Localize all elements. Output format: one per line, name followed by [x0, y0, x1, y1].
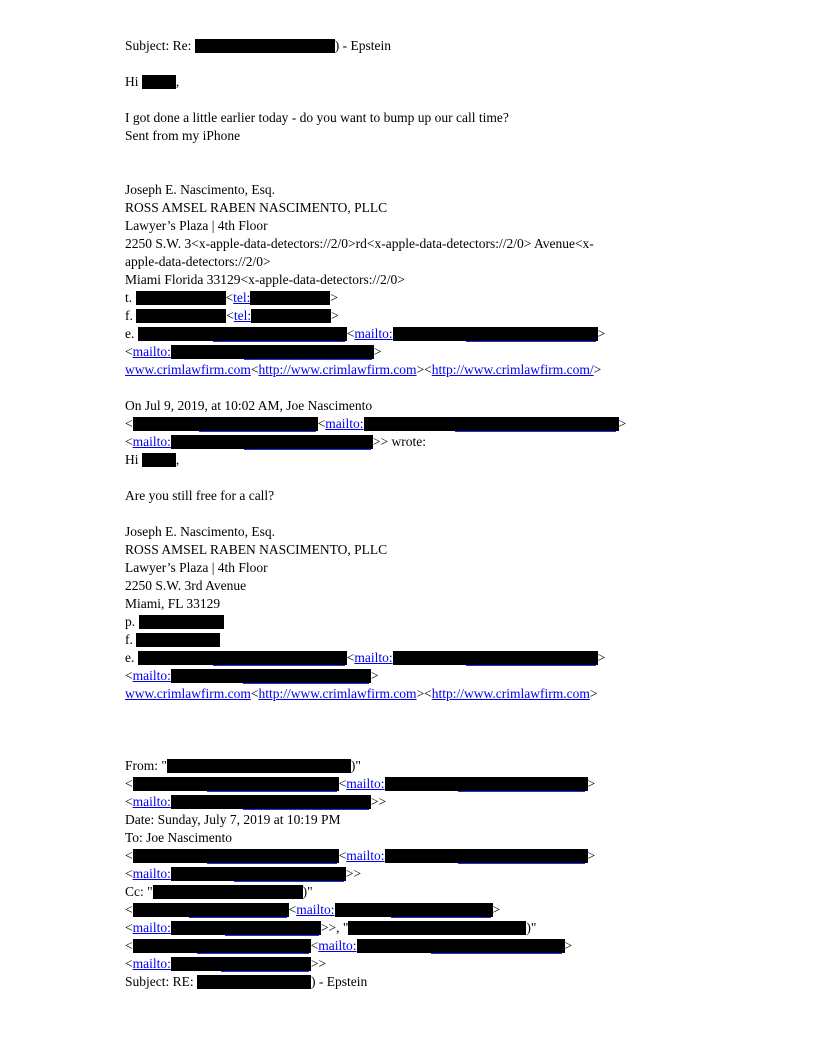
email-line [125, 577, 728, 595]
redaction-box [133, 903, 289, 917]
text-segment: Hi [125, 74, 142, 89]
text-segment: Are you still free for a call? [125, 488, 275, 503]
text-segment: Lawyer’s Plaza | 4th Floor [125, 560, 268, 575]
redaction-box [139, 615, 224, 629]
text-segment: >< [416, 686, 432, 701]
redaction-box [171, 957, 311, 971]
email-line [125, 613, 728, 631]
text-segment: ) - Epstein [311, 974, 368, 989]
email-line [125, 37, 728, 55]
text-segment: p. [125, 614, 139, 629]
email-line [125, 955, 728, 973]
redaction-box [138, 327, 347, 341]
hyperlink[interactable]: tel: [233, 308, 252, 323]
email-line [125, 631, 728, 649]
text-segment: f. [125, 632, 137, 647]
text-segment: < [250, 686, 259, 701]
redaction-box [385, 777, 588, 791]
redaction-box [348, 921, 526, 935]
text-segment: < [125, 956, 133, 971]
text-segment: < [288, 902, 297, 917]
hyperlink[interactable]: mailto: [132, 920, 171, 935]
hyperlink[interactable]: mailto: [346, 848, 385, 863]
email-line [125, 703, 728, 721]
redaction-box [171, 795, 371, 809]
text-segment: >> [310, 956, 327, 971]
email-body [125, 37, 728, 991]
redaction-box [171, 921, 321, 935]
text-segment: < [125, 668, 133, 683]
email-line [125, 91, 728, 109]
redaction-box [393, 651, 598, 665]
hyperlink[interactable]: mailto: [132, 794, 171, 809]
redaction-box [167, 759, 351, 773]
redaction-box [364, 417, 619, 431]
email-line [125, 451, 728, 469]
text-segment: Miami, FL 33129 [125, 596, 221, 611]
redaction-box [385, 849, 588, 863]
email-line [125, 271, 728, 289]
text-segment: Joseph E. Nascimento, Esq. [125, 182, 275, 197]
email-line [125, 289, 728, 307]
text-segment: < [125, 794, 133, 809]
redaction-box [133, 417, 318, 431]
hyperlink[interactable]: www.crimlawfirm.com [125, 362, 251, 377]
text-segment: >>, " [320, 920, 349, 935]
email-line [125, 307, 728, 325]
text-segment: < [125, 848, 133, 863]
text-segment: < [125, 776, 133, 791]
text-segment: )" [350, 758, 361, 773]
text-segment: < [346, 326, 355, 341]
redaction-box [393, 327, 598, 341]
email-line [125, 919, 728, 937]
redaction-box [251, 309, 331, 323]
redaction-box [171, 345, 374, 359]
text-segment: < [317, 416, 326, 431]
email-line [125, 235, 728, 253]
hyperlink[interactable]: mailto: [354, 326, 393, 341]
email-line [125, 667, 728, 685]
email-line [125, 163, 728, 181]
hyperlink[interactable]: mailto: [132, 956, 171, 971]
text-segment: < [125, 434, 133, 449]
redaction-box [250, 291, 330, 305]
hyperlink[interactable]: http://www.crimlawfirm.com [258, 362, 417, 377]
email-line [125, 433, 728, 451]
text-segment: Subject: Re: [125, 38, 195, 53]
text-segment: , [175, 74, 180, 89]
hyperlink[interactable]: mailto: [132, 344, 171, 359]
text-segment: Subject: RE: [125, 974, 197, 989]
text-segment: > [330, 290, 339, 305]
text-segment: < [125, 938, 133, 953]
hyperlink[interactable]: tel: [233, 290, 251, 305]
text-segment: >> wrote: [372, 434, 426, 449]
email-line [125, 811, 728, 829]
email-line [125, 739, 728, 757]
text-segment: < [338, 776, 347, 791]
redaction-box [142, 75, 176, 89]
email-line [125, 73, 728, 91]
email-line [125, 973, 728, 991]
email-line [125, 217, 728, 235]
email-line [125, 541, 728, 559]
email-line [125, 415, 728, 433]
text-segment: t. [125, 290, 136, 305]
text-segment: > [564, 938, 573, 953]
text-segment: Date: Sunday, July 7, 2019 at 10:19 PM [125, 812, 341, 827]
redaction-box [136, 291, 226, 305]
email-line [125, 685, 728, 703]
text-segment: < [346, 650, 355, 665]
redaction-box [133, 849, 339, 863]
email-line [125, 325, 728, 343]
text-segment: < [226, 308, 234, 323]
redaction-box [171, 867, 346, 881]
text-segment: >> [345, 866, 362, 881]
email-line [125, 127, 728, 145]
email-line [125, 901, 728, 919]
text-segment: )" [302, 884, 313, 899]
email-line [125, 883, 728, 901]
email-line [125, 469, 728, 487]
redaction-box [335, 903, 493, 917]
text-segment: > [618, 416, 627, 431]
email-line [125, 775, 728, 793]
text-segment: On Jul 9, 2019, at 10:02 AM, Joe Nascimento [125, 398, 373, 413]
text-segment: < [125, 866, 133, 881]
email-line [125, 595, 728, 613]
email-line [125, 145, 728, 163]
redaction-box [136, 309, 226, 323]
email-line [125, 937, 728, 955]
text-segment: ROSS AMSEL RABEN NASCIMENTO, PLLC [125, 542, 388, 557]
email-line [125, 379, 728, 397]
hyperlink[interactable]: mailto: [354, 650, 393, 665]
email-line [125, 253, 728, 271]
text-segment: > [370, 668, 379, 683]
text-segment: apple-data-detectors://2/0> [125, 254, 271, 269]
text-segment: I got done a little earlier today - do you want to bump up our call time? [125, 110, 509, 125]
hyperlink[interactable]: mailto: [132, 668, 171, 683]
email-line [125, 109, 728, 127]
email-line [125, 361, 728, 379]
text-segment: > [373, 344, 382, 359]
text-segment: > [593, 362, 602, 377]
email-line [125, 847, 728, 865]
text-segment: Sent from my iPhone [125, 128, 241, 143]
text-segment: < [125, 344, 133, 359]
text-segment: > [331, 308, 339, 323]
hyperlink[interactable]: mailto: [132, 434, 171, 449]
text-segment: ) - Epstein [334, 38, 391, 53]
hyperlink[interactable]: mailto: [132, 866, 171, 881]
hyperlink[interactable]: mailto: [346, 776, 385, 791]
hyperlink[interactable]: mailto: [325, 416, 364, 431]
text-segment: > [587, 776, 596, 791]
hyperlink[interactable]: http://www.crimlawfirm.com [431, 686, 590, 701]
text-segment: f. [125, 308, 137, 323]
text-segment: e. [125, 326, 138, 341]
text-segment: Cc: " [125, 884, 153, 899]
email-line [125, 757, 728, 775]
text-segment: > [587, 848, 596, 863]
text-segment: > [597, 650, 606, 665]
text-segment: >> [370, 794, 387, 809]
email-line [125, 523, 728, 541]
text-segment: 2250 S.W. 3<x-apple-data-detectors://2/0>rd<x-apple-data-detectors://2/0> Avenue<x- [125, 236, 594, 251]
redaction-box [195, 39, 335, 53]
email-line [125, 199, 728, 217]
text-segment: Hi [125, 452, 142, 467]
redaction-box [153, 885, 303, 899]
text-segment: , [175, 452, 180, 467]
email-line [125, 649, 728, 667]
text-segment: < [338, 848, 347, 863]
text-segment: > [589, 686, 598, 701]
email-line [125, 865, 728, 883]
hyperlink[interactable]: mailto: [296, 902, 335, 917]
text-segment: From: " [125, 758, 167, 773]
text-segment: e. [125, 650, 138, 665]
redaction-box [133, 777, 339, 791]
text-segment: To: Joe Nascimento [125, 830, 233, 845]
text-segment: Lawyer’s Plaza | 4th Floor [125, 218, 268, 233]
text-segment: > [492, 902, 501, 917]
text-segment: Joseph E. Nascimento, Esq. [125, 524, 275, 539]
email-line [125, 55, 728, 73]
text-segment: )" [526, 920, 537, 935]
hyperlink[interactable]: http://www.crimlawfirm.com [258, 686, 417, 701]
text-segment: < [310, 938, 319, 953]
email-line [125, 181, 728, 199]
hyperlink[interactable]: http://www.crimlawfirm.com/ [431, 362, 594, 377]
redaction-box [133, 939, 311, 953]
email-line [125, 721, 728, 739]
email-line [125, 829, 728, 847]
email-line [125, 397, 728, 415]
text-segment: < [125, 920, 133, 935]
redaction-box [136, 633, 220, 647]
email-line [125, 487, 728, 505]
redaction-box [171, 435, 373, 449]
text-segment: < [125, 416, 133, 431]
redaction-box [357, 939, 565, 953]
email-line [125, 505, 728, 523]
text-segment: < [125, 902, 133, 917]
email-line [125, 793, 728, 811]
redaction-box [138, 651, 347, 665]
redaction-box [197, 975, 311, 989]
email-line [125, 559, 728, 577]
text-segment: ROSS AMSEL RABEN NASCIMENTO, PLLC [125, 200, 388, 215]
text-segment: Miami Florida 33129<x-apple-data-detectors://2/0> [125, 272, 405, 287]
text-segment: < [225, 290, 234, 305]
hyperlink[interactable]: www.crimlawfirm.com [125, 686, 251, 701]
text-segment: >< [416, 362, 432, 377]
redaction-box [142, 453, 176, 467]
hyperlink[interactable]: mailto: [318, 938, 357, 953]
text-segment: < [250, 362, 259, 377]
text-segment: 2250 S.W. 3rd Avenue [125, 578, 247, 593]
email-line [125, 343, 728, 361]
text-segment: > [597, 326, 606, 341]
redaction-box [171, 669, 371, 683]
